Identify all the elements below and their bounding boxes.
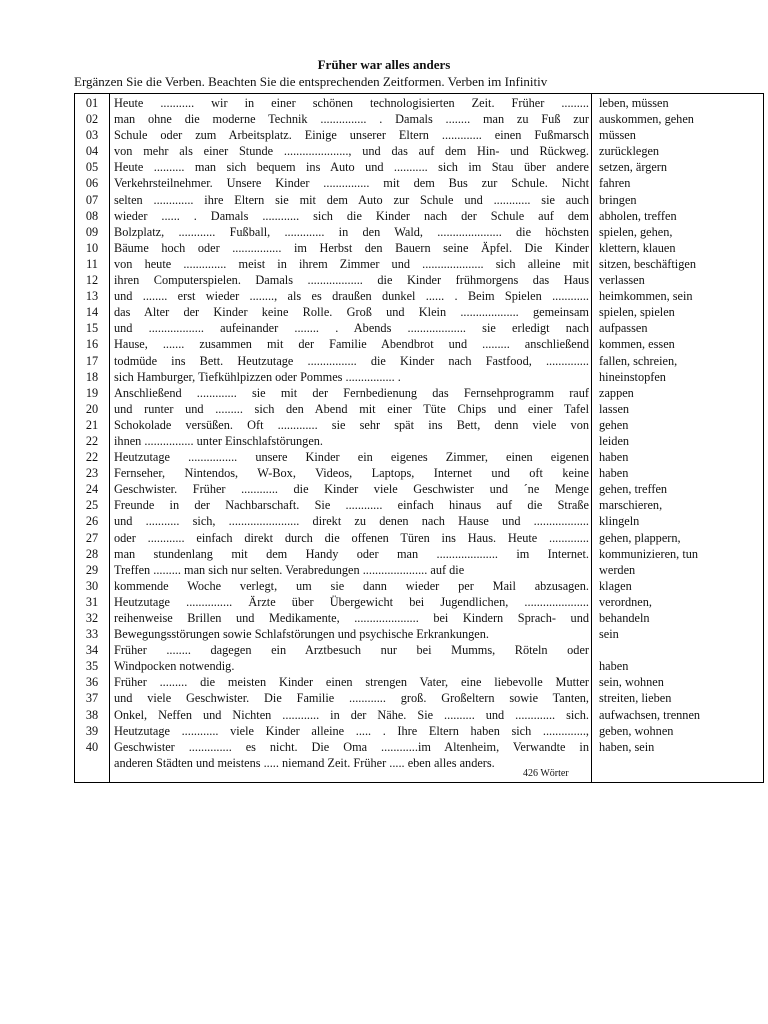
- verb-hint: gehen, plappern,: [599, 530, 681, 545]
- text-line: Bewegungsstörungen sowie Schlafstörungen und psychische Erkrankungen.: [114, 627, 489, 642]
- verb-hint: verlassen: [599, 273, 645, 288]
- verb-hint: [599, 642, 763, 658]
- line-number: 39: [85, 723, 99, 738]
- line-number: 38: [85, 707, 99, 722]
- text-line: Onkel, Neffen und Nichten ............ in der Nähe. Sie .......... und ............. sich.: [114, 707, 589, 722]
- verb-hint: marschieren,: [599, 498, 663, 513]
- text-line: man stundenlang mit dem Handy oder man .................... im Internet.: [114, 546, 589, 561]
- line-number: 08: [85, 208, 99, 223]
- text-line: von heute .............. meist in ihrem Zimmer und .................... sich alleine mit: [114, 256, 589, 271]
- line-number: 07: [85, 192, 99, 207]
- text-line: ihren Computerspielen. Damals .................. die Kinder frühmorgens das Haus: [114, 273, 589, 288]
- text-line: Früher ......... die meisten Kinder einen strengen Vater, eine liebevolle Mutter: [114, 675, 589, 690]
- verb-hint: haben: [599, 450, 629, 465]
- line-number: 25: [85, 498, 99, 513]
- line-number: 27: [85, 530, 99, 545]
- line-number: 23: [85, 466, 99, 481]
- text-line: Schule oder zum Arbeitsplatz. Einige unserer Eltern ............. einen Fußmarsch: [114, 128, 589, 143]
- verb-hint: aufpassen: [599, 321, 648, 336]
- verb-hint: klingeln: [599, 514, 640, 529]
- text-line: Fernseher, Nintendos, W-Box, Videos, Laptops, Internet und oft keine: [114, 466, 589, 481]
- text-line: Windpocken notwendig.: [114, 659, 235, 674]
- line-number: 06: [85, 176, 99, 191]
- verb-hint: verordnen,: [599, 594, 652, 609]
- text-line: Freunde in der Nachbarschaft. Sie ............ einfach hinaus auf die Straße: [114, 498, 589, 513]
- verb-hint: müssen: [599, 128, 636, 143]
- line-number: 09: [85, 224, 99, 239]
- line-number: 15: [85, 321, 99, 336]
- text-line: Heutzutage ............ viele Kinder alleine ..... . Ihre Eltern haben sich ..............,: [114, 723, 589, 738]
- exercise-table: [74, 93, 764, 783]
- verb-column: [599, 95, 763, 755]
- line-number-column: [75, 95, 109, 755]
- verb-hint: sein: [599, 627, 619, 642]
- text-line: Hause, ....... zusammen mit der Familie Abendbrot und ......... anschließend: [114, 337, 589, 352]
- line-number: 33: [85, 627, 99, 642]
- line-number: 04: [85, 144, 99, 159]
- text-line: Anschließend ............. sie mit der Fernbedienung das Fernsehprogramm rauf: [114, 385, 589, 400]
- verb-hint: kommen, essen: [599, 337, 675, 352]
- line-number: 37: [85, 691, 99, 706]
- text-line: Schokolade versüßen. Oft ............. sie sehr spät ins Bett, denn viele von: [114, 417, 589, 432]
- verb-hint: streiten, lieben: [599, 691, 672, 706]
- verb-hint: klagen: [599, 578, 632, 593]
- text-line: von mehr als einer Stunde ....................., und das auf dem Hin- und Rückweg.: [114, 144, 589, 159]
- line-number: 22: [85, 433, 99, 448]
- verb-hint: spielen, gehen,: [599, 224, 673, 239]
- verb-hint: hineinstopfen: [599, 369, 666, 384]
- line-number: 34: [85, 643, 99, 658]
- text-line: todmüde ins Bett. Heutzutage ................ die Kinder nach Fastfood, ..............: [114, 353, 589, 368]
- verb-hint: spielen, spielen: [599, 305, 675, 320]
- line-number: 12: [85, 273, 99, 288]
- text-line: Heute ........... wir in einer schönen technologisierten Zeit. Früher .........: [114, 96, 589, 110]
- text-line: selten ............. ihre Eltern sie mit dem Auto zur Schule und ............ sie auch: [114, 192, 589, 207]
- text-line: Heutzutage ................ unsere Kinder ein eigenes Zimmer, einen eigenen: [114, 450, 589, 465]
- text-line: Bäume hoch oder ................ im Herbst den Bauern seine Äpfel. Die Kinder: [114, 240, 589, 255]
- line-number: 32: [85, 611, 99, 625]
- text-line: sich Hamburger, Tiefkühlpizzen oder Pommes ................ .: [114, 369, 401, 384]
- text-line: kommende Woche verlegt, um sie dann wieder per Mail abzusagen.: [114, 578, 589, 593]
- line-number: 20: [85, 401, 99, 416]
- line-number: 17: [85, 353, 99, 368]
- verb-hint: setzen, ärgern: [599, 160, 668, 175]
- text-line: reihenweise Brillen und Medikamente, ..................... bei Kindern Sprach- und: [114, 611, 589, 625]
- verb-hint: abholen, treffen: [599, 208, 677, 223]
- text-line: anderen Städten und meistens ..... niemand Zeit. Früher ..... eben alles anders.: [114, 755, 495, 770]
- verb-hint: haben, sein: [599, 739, 655, 754]
- line-number: 22: [85, 450, 99, 465]
- verb-hint: kommunizieren, tun: [599, 546, 699, 561]
- text-line: Treffen ......... man sich nur selten. Verabredungen ..................... auf die: [114, 562, 465, 577]
- verb-hint: klettern, klauen: [599, 240, 676, 255]
- verb-hint: leben, müssen: [599, 96, 669, 110]
- verb-hint: geben, wohnen: [599, 723, 674, 738]
- verb-hint: zurücklegen: [599, 144, 660, 159]
- line-number: 19: [85, 385, 99, 400]
- verb-hint: fahren: [599, 176, 631, 191]
- verb-hint: zappen: [599, 385, 634, 400]
- line-number: 18: [85, 369, 99, 384]
- text-line: wieder ...... . Damals ............ sich die Kinder nach der Schule auf dem: [114, 208, 589, 223]
- line-number: 36: [85, 675, 99, 690]
- text-line: und viele Geschwister. Die Familie ............ groß. Großeltern sowie Tanten,: [114, 691, 589, 706]
- verb-hint: behandeln: [599, 611, 650, 625]
- verb-hint: lassen: [599, 401, 630, 416]
- verb-hint: gehen, treffen: [599, 482, 668, 497]
- line-number: 02: [85, 112, 99, 127]
- text-line: oder ............ einfach direkt durch die offenen Türen ins Haus. Heute .............: [114, 530, 589, 545]
- verb-hint: auskommen, gehen: [599, 112, 694, 127]
- page-title: Früher war alles anders: [317, 57, 451, 72]
- verb-hint: bringen: [599, 192, 637, 207]
- text-line: Bolzplatz, ............ Fußball, ............. in den Wald, ..................... die höchsten: [114, 224, 589, 239]
- line-number: 13: [85, 289, 99, 304]
- verb-hint: heimkommen, sein: [599, 289, 693, 304]
- line-number: 26: [85, 514, 99, 529]
- verb-hint: leiden: [599, 433, 630, 448]
- text-line: ihnen ................ unter Einschlafstörungen.: [114, 433, 324, 448]
- line-number: 05: [85, 160, 99, 175]
- line-number: 01: [85, 96, 99, 110]
- line-number: 29: [85, 562, 99, 577]
- line-number: 40: [85, 739, 99, 754]
- word-count: 426 Wörter: [523, 768, 569, 779]
- text-line: Heutzutage ............... Ärzte über Übergewicht bei Jugendlichen, .....................: [114, 594, 589, 609]
- text-line: Verkehrsteilnehmer. Unsere Kinder ............... mit dem Bus zur Schule. Nicht: [114, 176, 589, 191]
- line-number: 21: [85, 417, 99, 432]
- line-number: 35: [85, 659, 99, 674]
- text-line: das Alter der Kinder keine Rolle. Groß und Klein ................... gemeinsam: [114, 305, 589, 320]
- text-line: und .................. aufeinander ........ . Abends ................... sie erledigt nach: [114, 321, 589, 336]
- verb-hint: fallen, schreien,: [599, 353, 678, 368]
- instructions: Ergänzen Sie die Verben. Beachten Sie die entsprechenden Zeitformen. Verben im Infinitiv: [74, 74, 548, 89]
- verb-hint: haben: [599, 466, 629, 481]
- line-number: 31: [85, 594, 99, 609]
- line-number: 28: [85, 546, 99, 561]
- text-line: Heute .......... man sich bequem ins Auto und ........... sich im Stau über andere: [114, 160, 589, 175]
- line-number: 03: [85, 128, 99, 143]
- verb-hint: sein, wohnen: [599, 675, 664, 690]
- line-number: 16: [85, 337, 99, 352]
- text-column: [114, 95, 589, 771]
- verb-hint: haben: [599, 659, 629, 674]
- text-line: man ohne die moderne Technik ............... . Damals ........ man zu Fuß zur: [114, 112, 589, 127]
- column-divider: [109, 94, 110, 782]
- line-number: 14: [85, 305, 99, 320]
- column-divider: [591, 94, 592, 782]
- line-number: 24: [85, 482, 99, 497]
- text-line: und ........ erst wieder ........, als es draußen dunkel ...... . Beim Spielen ............: [114, 289, 589, 304]
- verb-hint: werden: [599, 562, 636, 577]
- line-number: 30: [85, 578, 99, 593]
- text-line: Früher ........ dagegen ein Arztbesuch nur bei Mumms, Röteln oder: [114, 643, 589, 658]
- text-line: Geschwister .............. es nicht. Die Oma ............im Altenheim, Verwandte in: [114, 739, 589, 754]
- verb-hint: aufwachsen, trennen: [599, 707, 701, 722]
- line-number: 11: [86, 256, 98, 271]
- verb-hint: gehen: [599, 417, 629, 432]
- line-number: 10: [85, 240, 99, 255]
- text-line: Geschwister. Früher ............ die Kinder viele Geschwister und ´ne Menge: [114, 482, 589, 497]
- text-line: und runter und ......... sich den Abend mit einer Tüte Chips und einer Tafel: [114, 401, 589, 416]
- text-line: und ........... sich, ....................... direkt zu denen nach Hause und ..................: [114, 514, 589, 529]
- verb-hint: sitzen, beschäftigen: [599, 256, 696, 271]
